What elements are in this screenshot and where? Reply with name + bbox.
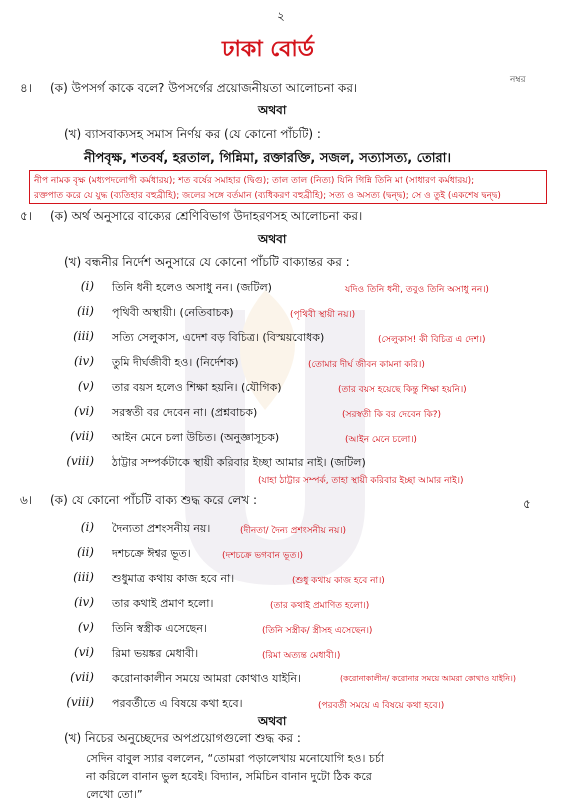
- q6-item-number: (v): [77, 620, 94, 634]
- q5-item-question: সরস্বতী বর দেবেন না। (প্রশ্নবাচক): [112, 406, 258, 419]
- q6-item-number: (vi): [74, 645, 94, 659]
- q5-item-number: (viii): [66, 454, 94, 468]
- q5-item-number: (iii): [73, 329, 94, 343]
- q5-item-number: (vi): [74, 404, 94, 418]
- q5-item-answer: (তোমার দীর্ঘ জীবন কামনা করি।): [308, 360, 425, 370]
- q5-item-answer: (আইন মেনে চলো।): [345, 435, 417, 445]
- q6-item-answer: (দীনতা/ দৈন্য প্রশংসনীয় নয়।): [240, 526, 347, 536]
- q5-item-answer: (সেলুকাস! কী বিচিত্র এ দেশ।): [378, 335, 486, 345]
- q6-item-question: শুধুমাত্র কথায় কাজ হবে না।: [112, 572, 235, 585]
- q5-item-number: (v): [77, 379, 94, 393]
- q6-item-answer: (তার কথাই প্রমাণিত হলো।): [270, 601, 370, 611]
- q4-or: অথবা: [258, 103, 287, 117]
- q6-number: ৬।: [20, 493, 33, 507]
- q5-item-question: আইন মেনে চলা উচিত। (অনুজ্ঞাসূচক): [112, 431, 280, 444]
- q5-item-answer: (যাহা ঠাট্টার সম্পর্ক, তাহা স্থায়ী করিবার ইচ্ছা আমার নাই।): [258, 476, 464, 486]
- q5-item-number: (vii): [70, 429, 94, 443]
- q4-answer-line-2: রক্তপাত করে যে যুদ্ধ (ব্যতিহার বহুব্রীহি); জলের সঙ্গে বর্তমান (ব্যধিকরণ বহুব্রীহি); সত্য ও অসত্য (দ্বন্দ্ব); সে ও তুই (একশেষ দ্বন্দ্ব): [34, 191, 501, 201]
- q6-item-number: (iv): [74, 595, 94, 609]
- q6-paragraph-line-1: সেদিন বাবুল স্যার বললেন, “তোমরা পড়ালেখায় মনোযোগি হও। চর্চা: [86, 752, 384, 765]
- q4-part-ka: (ক) উপসর্গ কাকে বলে? উপসর্গের প্রয়োজনীয়তা আলোচনা কর।: [50, 81, 358, 95]
- q5-or: অথবা: [258, 232, 287, 246]
- q5-number: ৫।: [20, 209, 33, 223]
- q5-item-question: সত্যি সেলুকাস, এদেশ বড় বিচিত্র। (বিস্ময়বোধক): [112, 331, 325, 344]
- q4-answer-box: [29, 170, 547, 204]
- q5-item-number: (ii): [76, 304, 94, 318]
- q6-part-kha: (খ) নিচের অনুচ্ছেদের অপপ্রয়োগগুলো শুদ্ধ কর :: [64, 731, 301, 745]
- q5-item-question: তিনি ধনী হলেও অসাধু নন। (জটিল): [112, 281, 272, 294]
- q6-item-question: করোনাকালীন সময়ে আমরা কোথাও যাইনি।: [112, 672, 302, 685]
- q5-item-question: তুমি দীর্ঘজীবী হও। (নির্দেশক): [112, 356, 239, 369]
- q6-paragraph-line-2: না করিলে বানান ভুল হবেই। বিদ্যান, সমিচিন বানান দুটো ঠিক করে: [86, 770, 372, 783]
- q6-item-answer: (দশচক্রে ভগবান ভূত।): [222, 551, 304, 561]
- q6-item-question: রিমা ভয়ঙ্কর মেধাবী।: [112, 647, 199, 660]
- q6-item-question: তিনি স্বস্ত্রীক এসেছেন।: [112, 622, 207, 635]
- q6-item-number: (i): [80, 520, 94, 534]
- q6-item-question: তার কথাই প্রমাণ হলো।: [112, 597, 214, 610]
- q6-mark: ৫: [523, 497, 531, 511]
- q6-item-answer: (পরবর্তী সময়ে এ বিষয়ে কথা হবে।): [318, 701, 445, 711]
- q5-item-answer: (তার বয়স হয়েছে কিন্তু শিক্ষা হয়নি।): [338, 385, 467, 395]
- q5-item-number: (i): [80, 279, 94, 293]
- q5-part-ka: (ক) অর্থ অনুসারে বাক্যের শ্রেণিবিভাগ উদাহরণসহ আলোচনা কর।: [50, 209, 363, 223]
- corner-mark: নম্বর: [510, 75, 526, 85]
- q5-item-question: পৃথিবী অস্থায়ী। (নেতিবাচক): [112, 306, 234, 319]
- q5-item-question: ঠাট্টার সম্পর্কটাকে স্থায়ী করিবার ইচ্ছা আমার নাই। (জটিল): [112, 456, 366, 469]
- q5-item-answer: যদিও তিনি ধনী, তবুও তিনি অসাধু নন।): [345, 285, 489, 295]
- q4-part-kha: (খ) ব্যাসবাক্যসহ সমাস নির্ণয় কর (যে কোনো পাঁচটি) :: [64, 127, 321, 141]
- q5-item-answer: (সরস্বতী কি বর দেবেন কি?): [342, 410, 442, 420]
- q6-part-ka: (ক) যে কোনো পাঁচটি বাক্য শুদ্ধ করে লেখ :: [50, 493, 258, 507]
- q6-or: অথবা: [258, 714, 287, 728]
- q6-item-number: (ii): [76, 545, 94, 559]
- q5-item-answer: (পৃথিবী স্থায়ী নয়।): [290, 310, 356, 320]
- q6-item-answer: (তিনি সস্ত্রীক/ স্ত্রীসহ এসেছেন।): [262, 626, 373, 636]
- q6-item-answer: (শুধু কথায় কাজ হবে না।): [292, 576, 385, 586]
- q5-part-kha: (খ) বন্ধনীর নির্দেশ অনুসারে যে কোনো পাঁচটি বাক্যান্তর কর :: [64, 255, 350, 269]
- q4-answer-line-1: নীপ নামক বৃক্ষ (মধ্যপদলোপী কর্মধারয়); শত বর্ষের সমাহার (দ্বিগু); তাল তাল (নিত্য) যিনি গিন্নি তিনি মা (সাধারণ কর্মধারয়);: [34, 176, 475, 186]
- q6-item-number: (vii): [70, 670, 94, 684]
- q6-item-number: (viii): [66, 695, 94, 709]
- q6-item-answer: (করোনাকালীন/ করোনার সময়ে আমরা কোথাও যাইনি।): [340, 674, 516, 683]
- board-title: ঢাকা বোর্ড: [222, 37, 314, 62]
- q6-item-question: পরবর্তীতে এ বিষয়ে কথা হবে।: [112, 697, 243, 710]
- page-number: ২: [277, 9, 285, 23]
- q6-item-question: দৈন্যতা প্রশংসনীয় নয়।: [112, 522, 211, 535]
- q6-item-number: (iii): [73, 570, 94, 584]
- q5-item-question: তার বয়স হলেও শিক্ষা হয়নি। (যৌগিক): [112, 381, 282, 394]
- q6-paragraph-line-3: লেখো তো।”: [86, 788, 143, 801]
- q4-number: ৪।: [20, 81, 33, 95]
- q6-item-answer: (রিমা অত্যন্ত মেধাবী।): [262, 651, 341, 661]
- q4-word-list: নীপবৃক্ষ, শতবর্ষ, হরতাল, গিন্নিমা, রক্তারক্তি, সজল, সত্যাসত্য, তোরা।: [84, 151, 452, 166]
- q5-item-number: (iv): [74, 354, 94, 368]
- q6-item-question: দশচক্রে ঈশ্বর ভূত।: [112, 547, 191, 560]
